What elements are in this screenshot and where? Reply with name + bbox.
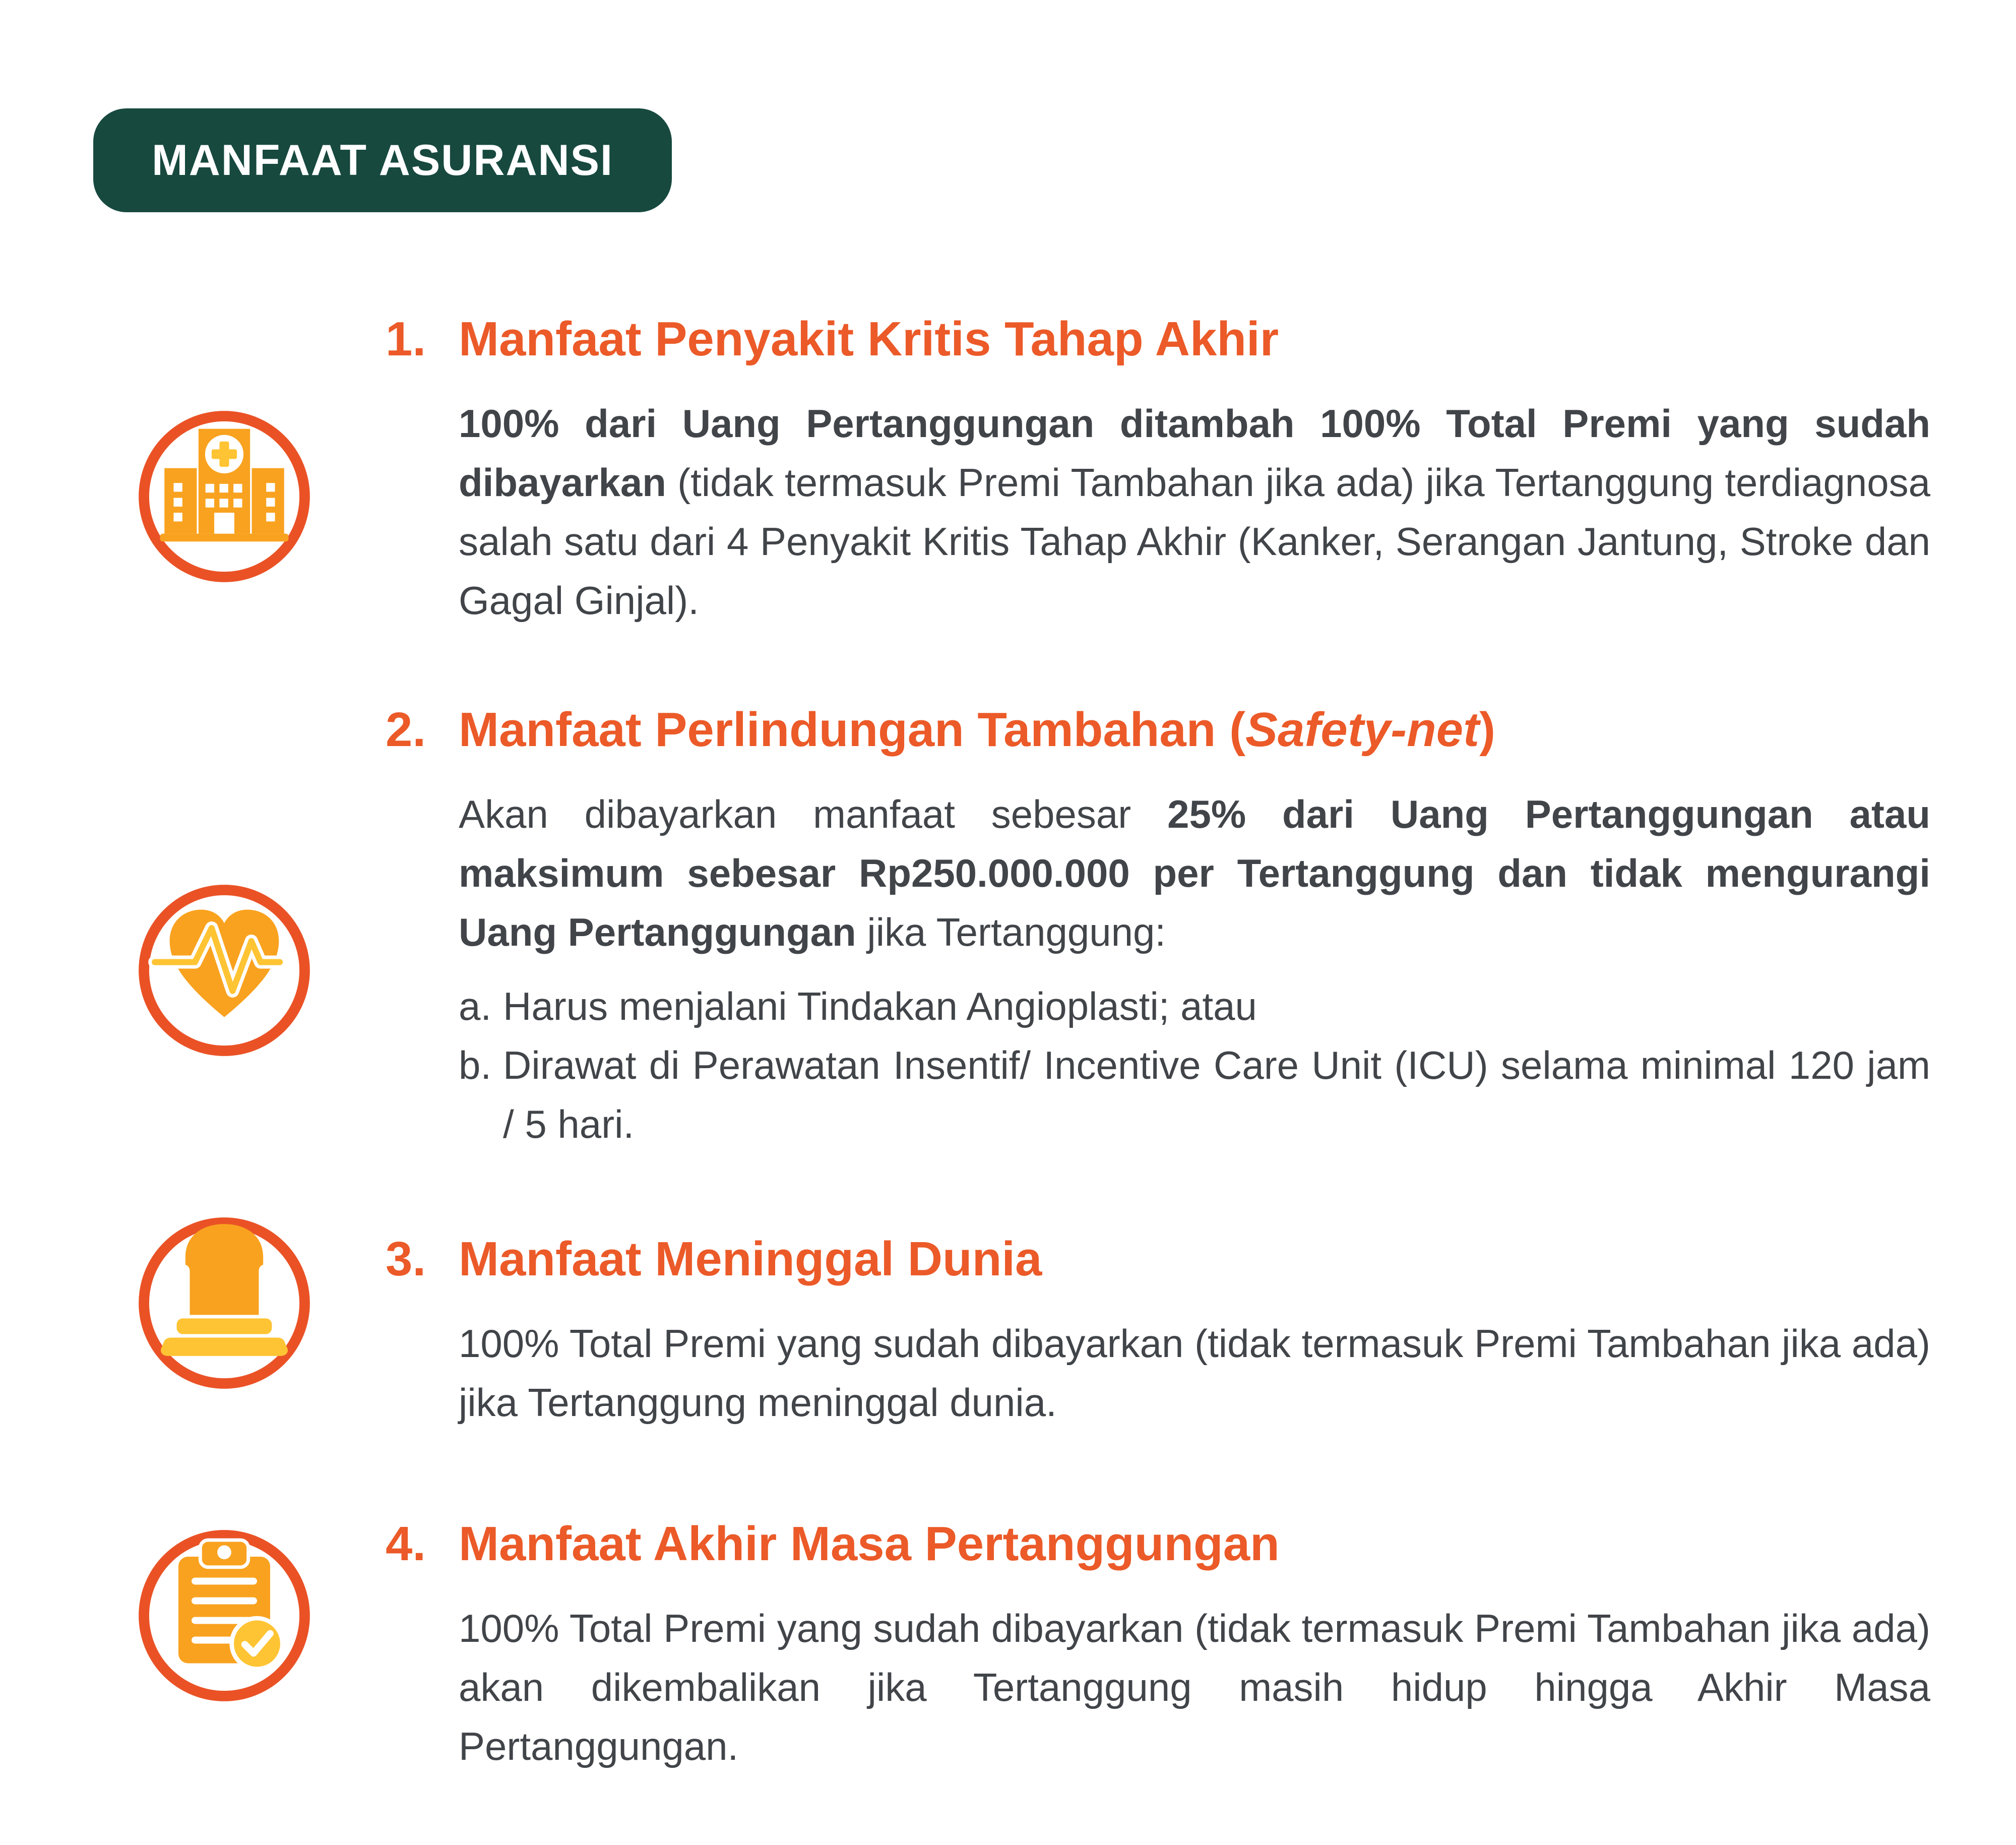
benefit-section-4 <box>386 1515 1930 1776</box>
hospital-icon <box>126 398 323 595</box>
section-3-title: Manfaat Meninggal Dunia <box>459 1232 1042 1286</box>
section-3-number: 3. <box>386 1232 426 1286</box>
section-2-condition-list <box>459 977 1930 1154</box>
section-4-body <box>459 1599 1930 1776</box>
list-item-b <box>459 1036 1930 1154</box>
badge-label: MANFAAT ASURANSI <box>152 136 613 184</box>
section-2-body <box>459 785 1930 962</box>
section-1-body <box>459 394 1930 630</box>
section-3-heading <box>386 1230 1930 1288</box>
section-2-body-prefix: Akan dibayarkan manfaat sebesar <box>459 792 1168 837</box>
section-3-body-text: 100% Total Premi yang sudah dibayarkan (tidak termasuk Premi Tambahan jika ada) jika Tertanggung meninggal dunia. <box>459 1321 1930 1425</box>
tombstone-icon <box>126 1205 323 1401</box>
list-item-a-marker: a. <box>459 984 492 1029</box>
section-4-title: Manfaat Akhir Masa Pertanggungan <box>459 1517 1280 1571</box>
section-2-title-italic: Safety-net <box>1245 703 1480 757</box>
insurance-benefits-badge <box>93 108 672 212</box>
section-1-number: 1. <box>386 312 426 366</box>
benefit-section-2 <box>386 701 1930 1154</box>
section-1-heading <box>386 310 1930 368</box>
benefit-section-3 <box>386 1230 1930 1432</box>
section-4-number: 4. <box>386 1517 426 1571</box>
list-item-b-text: Dirawat di Perawatan Insentif/ Incentive Care Unit (ICU) selama minimal 120 jam / 5 hari. <box>503 1043 1930 1147</box>
section-1-body-rest: (tidak termasuk Premi Tambahan jika ada) jika Tertanggung terdiagnosa salah satu dari 4 Penyakit Kritis Tahap Akhir (Kanker, Serangan Jantung, Stroke dan Gagal Ginjal). <box>459 460 1930 623</box>
benefit-section-1 <box>386 310 1930 630</box>
section-2-body-bold: 25% dari Uang Pertanggungan atau maksimum sebesar Rp250.000.000 per Tertanggung dan tidak mengurangi Uang Pertanggungan <box>459 792 1930 955</box>
section-4-heading <box>386 1515 1930 1573</box>
list-item-a-text: Harus menjalani Tindakan Angioplasti; atau <box>503 984 1257 1029</box>
section-3-body <box>459 1314 1930 1432</box>
list-item-a <box>459 977 1930 1036</box>
section-2-number: 2. <box>386 703 426 757</box>
section-1-title: Manfaat Penyakit Kritis Tahap Akhir <box>459 312 1279 366</box>
heart-pulse-icon <box>126 872 323 1069</box>
section-2-title <box>459 701 1495 759</box>
section-2-title-suffix: ) <box>1479 703 1496 757</box>
section-2-body-rest: jika Tertanggung: <box>856 910 1166 955</box>
section-1-body-bold: 100% dari Uang Pertanggungan ditambah 100% Total Premi yang sudah dibayarkan <box>459 401 1930 505</box>
clipboard-check-icon <box>126 1517 323 1714</box>
section-2-heading <box>386 701 1930 759</box>
list-item-b-marker: b. <box>459 1043 492 1088</box>
section-4-body-text: 100% Total Premi yang sudah dibayarkan (tidak termasuk Premi Tambahan jika ada) akan dikembalikan jika Tertanggung masih hidup hingga Akhir Masa Pertanggungan. <box>459 1606 1930 1769</box>
section-2-title-prefix: Manfaat Perlindungan Tambahan ( <box>459 703 1246 757</box>
